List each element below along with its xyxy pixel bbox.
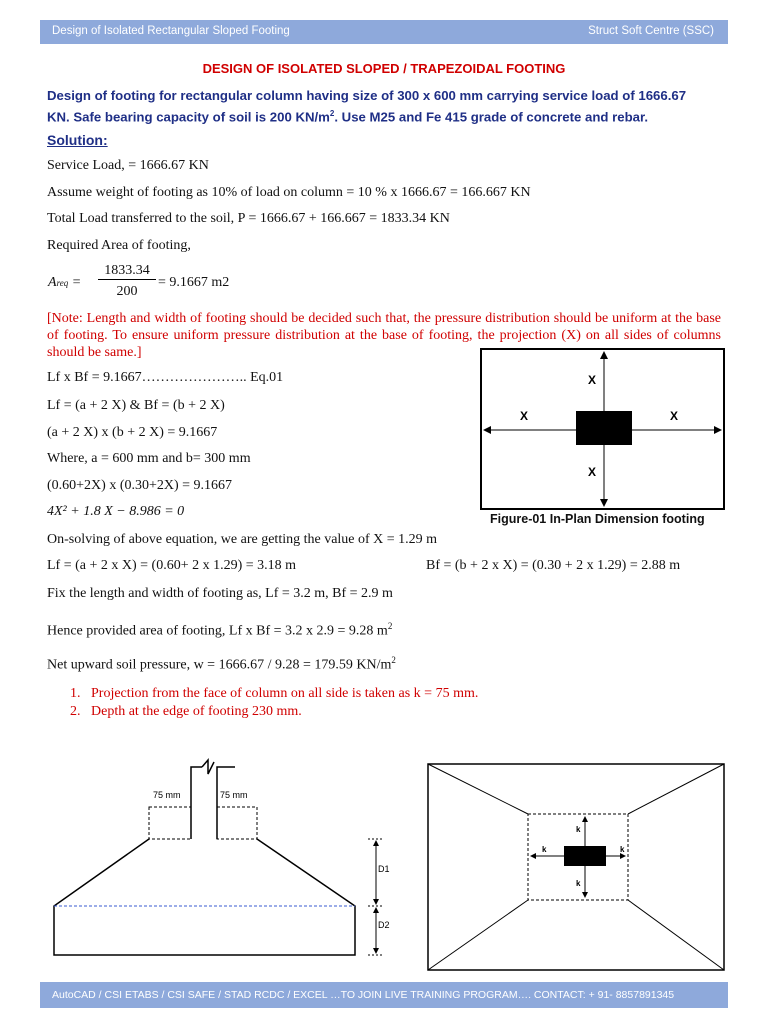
x-label-bottom: X [588, 465, 597, 479]
solving-line: On-solving of above equation, we are getting the value of X = 1.29 m [47, 532, 438, 547]
d1-label: D1 [378, 864, 390, 874]
point-1-number: 1. [70, 686, 81, 701]
column-right-edge [217, 767, 235, 839]
note-text: [Note: Length and width of footing should be decided such that, the pressure distribution should be uniform at the base of footing. To ensure uniform pressure distribution at the base of footing, the projection (X) on all sides of columns should be same.] [47, 311, 721, 360]
footing-section-drawing [40, 752, 400, 962]
footing-plan-drawing [426, 762, 726, 972]
substitution-line: (0.60+2X) x (0.30+2X) = 9.1667 [47, 478, 233, 493]
k-label-top: k [576, 825, 581, 834]
point-1-text: Projection from the face of column on all side is taken as k = 75 mm. [91, 686, 479, 701]
footing-outline [54, 839, 355, 955]
product-line: (a + 2 X) x (b + 2 X) = 9.1667 [47, 425, 218, 440]
right-75mm-label: 75 mm [220, 790, 248, 800]
right-offset-box [217, 807, 257, 839]
solution-heading: Solution: [47, 132, 108, 148]
figure-01-drawing [480, 348, 725, 510]
x-label-top: X [588, 373, 597, 387]
figure-01-plan [480, 348, 725, 510]
slope-line-br [628, 900, 724, 970]
lf-calc-line: Lf = (a + 2 x X) = (0.60+ 2 x 1.29) = 3.18 m [47, 558, 297, 573]
fix-dimensions-line: Fix the length and width of footing as, Lf = 3.2 m, Bf = 2.9 m [47, 586, 393, 601]
k-label-right: k [620, 845, 625, 854]
net-pressure-text: Net upward soil pressure, w = 1666.67 / 9.28 = 179.59 KN/m [47, 657, 392, 673]
break-line [202, 760, 214, 774]
areq-result: = 9.1667 m2 [158, 275, 230, 290]
x-label-right: X [670, 409, 679, 423]
problem-line-2a: KN. Safe bearing capacity of soil is 200 KN/m [47, 109, 330, 125]
slope-line-bl [428, 900, 528, 970]
provided-area-text: Hence provided area of footing, Lf x Bf = 3.2 x 2.9 = 9.28 m [47, 623, 388, 639]
x-label-left: X [520, 409, 529, 423]
areq-numerator: 1833.34 [98, 263, 156, 280]
left-75mm-label: 75 mm [153, 790, 181, 800]
quadratic-line: 4X² + 1.8 X − 8.986 = 0 [47, 504, 185, 519]
bf-calc-line: Bf = (b + 2 x X) = (0.30 + 2 x 1.29) = 2.88 m [426, 558, 681, 573]
page-footer [40, 982, 728, 1008]
assume-weight-line: Assume weight of footing as 10% of load on column = 10 % x 1666.67 = 166.667 KN [47, 185, 531, 200]
problem-line-2b: . Use M25 and Fe 415 grade of concrete and rebar. [334, 109, 649, 125]
document-title: DESIGN OF ISOLATED SLOPED / TRAPEZOIDAL FOOTING [202, 61, 566, 76]
areq-label: Areq = [48, 275, 82, 290]
areq-subscript: req [56, 278, 69, 288]
where-line: Where, a = 600 mm and b= 300 mm [47, 451, 251, 466]
point-2 [70, 704, 302, 720]
k-label-bottom: k [576, 879, 581, 888]
d2-label: D2 [378, 920, 390, 930]
k-label-left: k [542, 845, 547, 854]
total-load-line: Total Load transferred to the soil, P = 1666.67 + 166.667 = 1833.34 KN [47, 211, 450, 226]
page-header [40, 20, 728, 44]
header-left-text: Design of Isolated Rectangular Sloped Footing [52, 25, 290, 37]
problem-statement [47, 87, 729, 126]
column-block [576, 411, 632, 445]
figure-01-caption: Figure-01 In-Plan Dimension footing [490, 512, 705, 526]
slope-line-tr [628, 764, 724, 814]
column-left-edge [191, 767, 202, 839]
areq-symbol: A [48, 275, 57, 290]
net-pressure-superscript: 2 [391, 655, 396, 665]
net-pressure-line [47, 655, 396, 674]
service-load-line: Service Load, = 1666.67 KN [47, 158, 209, 173]
required-area-line: Required Area of footing, [47, 238, 191, 253]
lf-bf-definition-line: Lf = (a + 2 X) & Bf = (b + 2 X) [47, 398, 225, 413]
provided-area-line [47, 621, 392, 640]
problem-line-2 [47, 105, 729, 126]
point-2-number: 2. [70, 704, 81, 719]
provided-area-superscript: 2 [387, 621, 393, 631]
problem-superscript: 2 [329, 109, 335, 118]
problem-line-1: Design of footing for rectangular column having size of 300 x 600 mm carrying service load of 1666.67 [47, 88, 687, 103]
point-1 [70, 686, 478, 702]
slope-line-tl [428, 764, 528, 814]
eq01-line: Lf x Bf = 9.1667………………….. Eq.01 [47, 370, 284, 385]
left-offset-box [149, 807, 191, 839]
point-2-text: Depth at the edge of footing 230 mm. [91, 704, 302, 719]
footer-text: AutoCAD / CSI ETABS / CSI SAFE / STAD RCDC / EXCEL …TO JOIN LIVE TRAINING PROGRAM…. CONTACT: + 91- 8857891345 [52, 989, 675, 1001]
header-right-text: Struct Soft Centre (SSC) [588, 25, 714, 37]
areq-denominator: 200 [116, 284, 138, 299]
plan-column-block [564, 846, 606, 866]
